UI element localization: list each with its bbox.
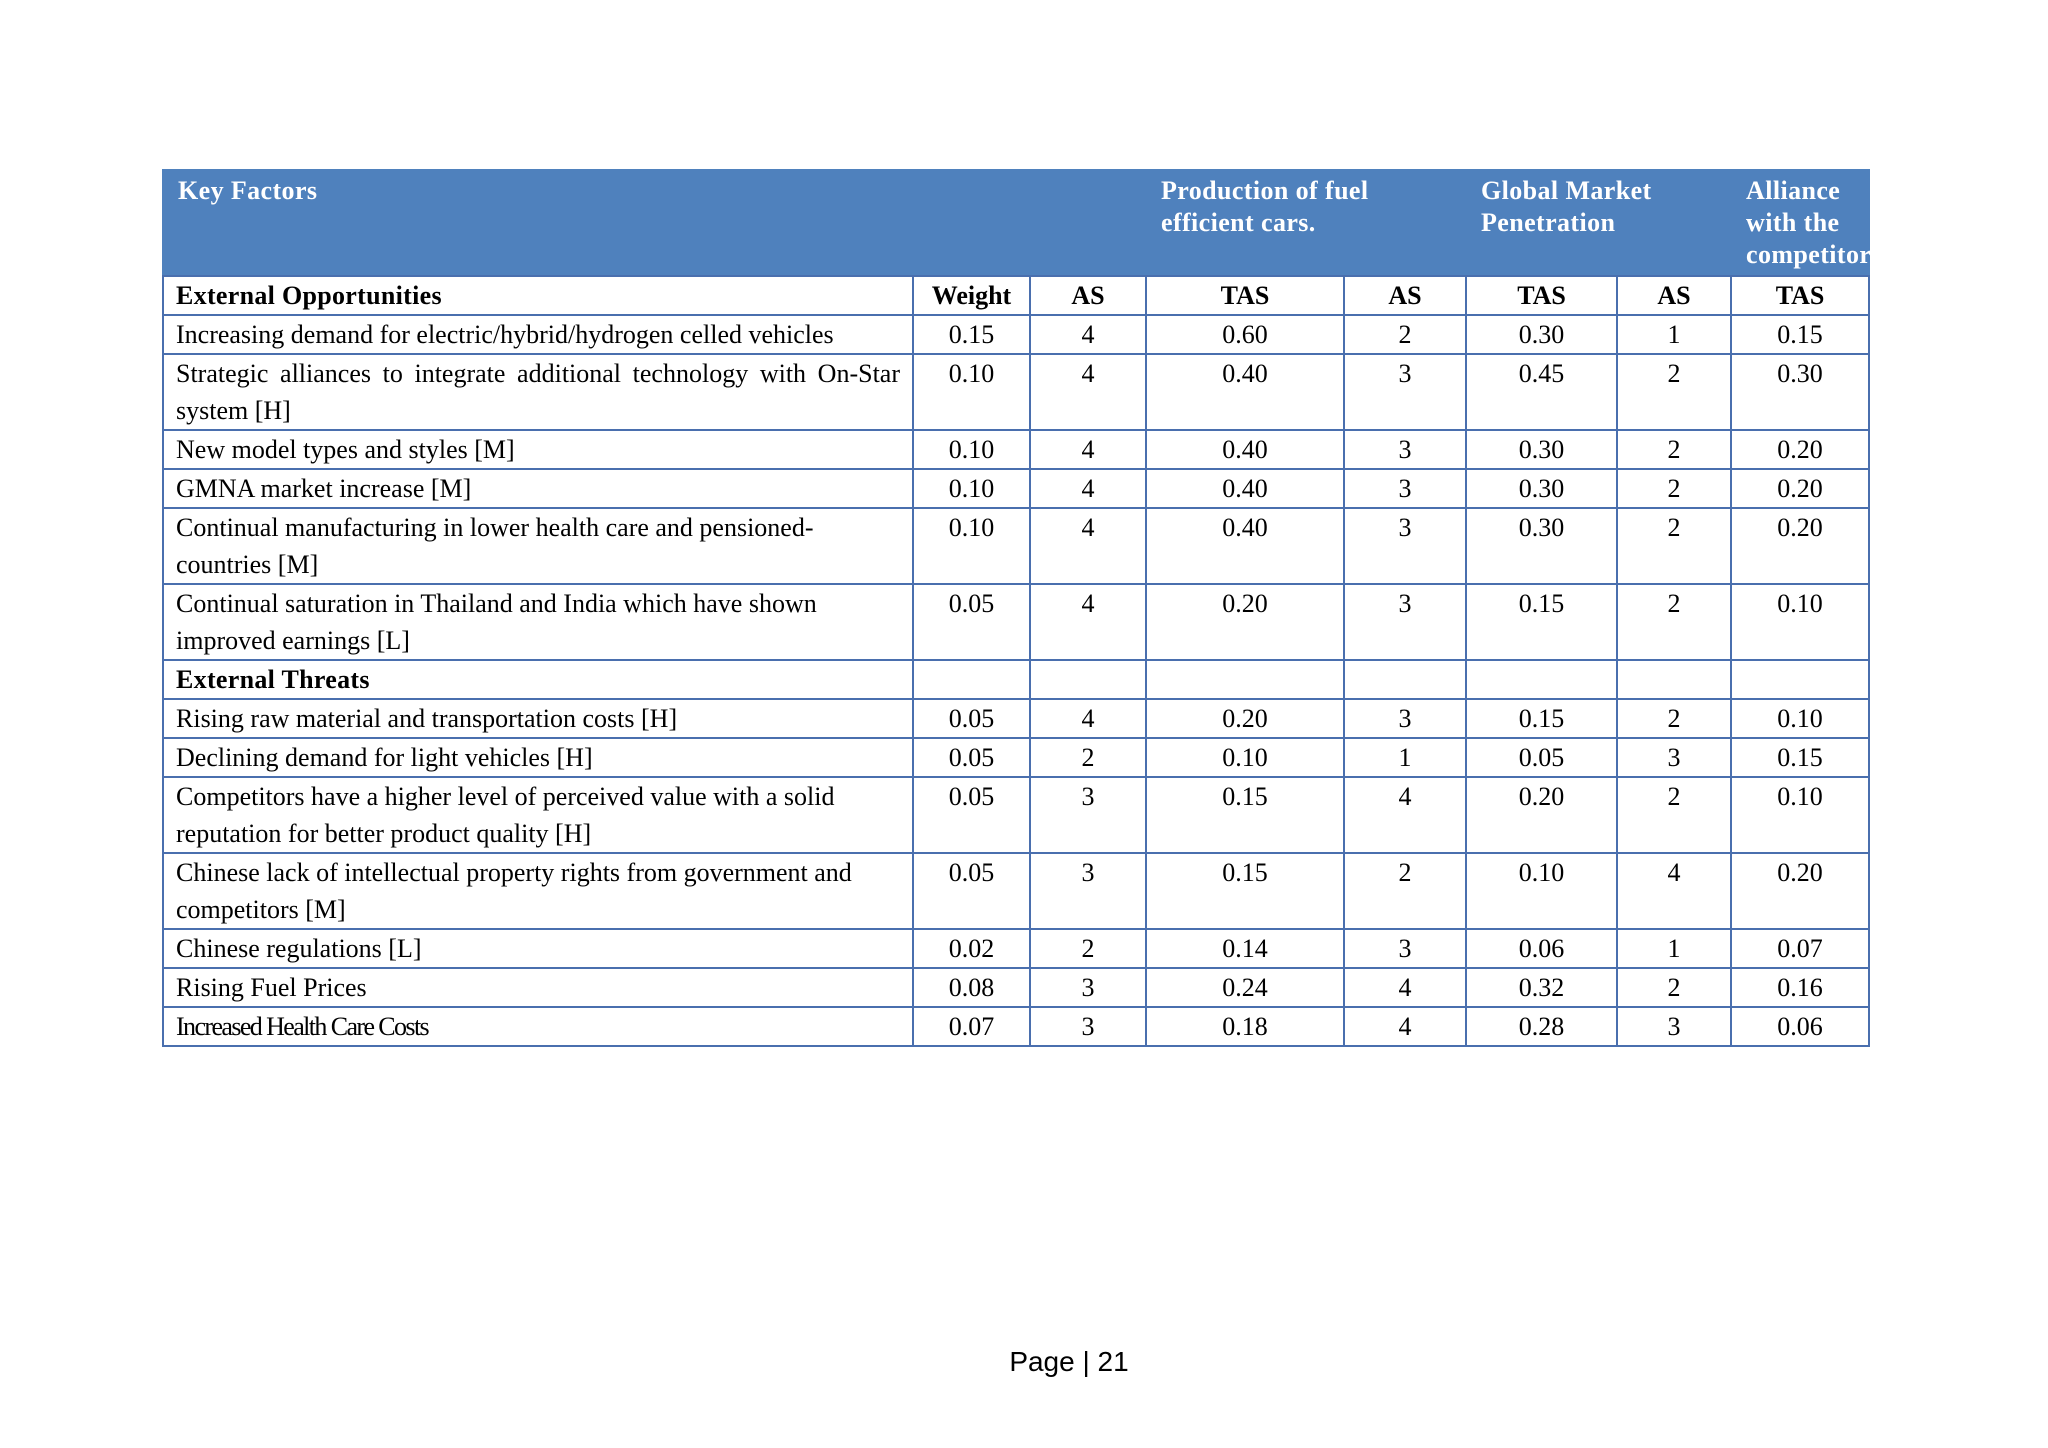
factor-cell: Increasing demand for electric/hybrid/hydrogen celled vehicles xyxy=(163,315,913,354)
weight-cell: 0.05 xyxy=(913,584,1030,660)
weight-column-header: Weight xyxy=(913,276,1030,315)
empty-cell xyxy=(1344,660,1466,699)
factor-cell: Chinese lack of intellectual property rights from government and competitors [M] xyxy=(163,853,913,929)
as-cell: 3 xyxy=(1617,738,1731,777)
as-cell: 4 xyxy=(1030,508,1146,584)
tas-cell: 0.15 xyxy=(1146,777,1344,853)
factor-cell: Continual manufacturing in lower health care and pensioned-countries [M] xyxy=(163,508,913,584)
as-cell: 3 xyxy=(1344,430,1466,469)
qspm-table xyxy=(162,169,1876,1047)
as-cell: 2 xyxy=(1344,315,1466,354)
as-column-header: AS xyxy=(1344,276,1466,315)
tas-cell: 0.15 xyxy=(1731,315,1869,354)
weight-cell: 0.15 xyxy=(913,315,1030,354)
table-row xyxy=(163,430,1869,469)
as-cell: 4 xyxy=(1030,469,1146,508)
factor-cell: Increased Health Care Costs xyxy=(163,1007,913,1046)
as-cell: 3 xyxy=(1344,699,1466,738)
section-title-opportunities: External Opportunities xyxy=(163,276,913,315)
tas-cell: 0.28 xyxy=(1466,1007,1617,1046)
table-row xyxy=(163,315,1869,354)
as-cell: 1 xyxy=(1617,929,1731,968)
as-cell: 2 xyxy=(1617,584,1731,660)
as-cell: 2 xyxy=(1030,738,1146,777)
tas-cell: 0.45 xyxy=(1466,354,1617,430)
tas-cell: 0.07 xyxy=(1731,929,1869,968)
factor-cell: Continual saturation in Thailand and India which have shown improved earnings [L] xyxy=(163,584,913,660)
tas-cell: 0.15 xyxy=(1466,699,1617,738)
as-cell: 2 xyxy=(1030,929,1146,968)
tas-cell: 0.20 xyxy=(1731,430,1869,469)
as-cell: 4 xyxy=(1617,853,1731,929)
as-cell: 4 xyxy=(1030,430,1146,469)
tas-column-header: TAS xyxy=(1146,276,1344,315)
as-cell: 3 xyxy=(1617,1007,1731,1046)
strategy-fuel-efficient-header: Production of fuel efficient cars. xyxy=(1146,170,1466,276)
table-row xyxy=(163,699,1869,738)
as-cell: 3 xyxy=(1030,968,1146,1007)
tas-cell: 0.40 xyxy=(1146,430,1344,469)
factor-cell: Rising raw material and transportation costs [H] xyxy=(163,699,913,738)
as-cell: 3 xyxy=(1344,469,1466,508)
weight-cell: 0.02 xyxy=(913,929,1030,968)
table-header-row xyxy=(163,170,1869,276)
factor-cell: Competitors have a higher level of perceived value with a solid reputation for better product quality [H] xyxy=(163,777,913,853)
factor-cell: New model types and styles [M] xyxy=(163,430,913,469)
table-row xyxy=(163,968,1869,1007)
weight-cell: 0.05 xyxy=(913,853,1030,929)
as-cell: 2 xyxy=(1617,968,1731,1007)
as-cell: 4 xyxy=(1030,699,1146,738)
factor-cell: Rising Fuel Prices xyxy=(163,968,913,1007)
as-cell: 3 xyxy=(1030,853,1146,929)
table-row xyxy=(163,1007,1869,1046)
tas-cell: 0.15 xyxy=(1146,853,1344,929)
as-cell: 3 xyxy=(1344,508,1466,584)
tas-cell: 0.32 xyxy=(1466,968,1617,1007)
tas-cell: 0.40 xyxy=(1146,508,1344,584)
as-cell: 4 xyxy=(1030,315,1146,354)
as-column-header: AS xyxy=(1617,276,1731,315)
tas-cell: 0.40 xyxy=(1146,354,1344,430)
as-cell: 3 xyxy=(1344,584,1466,660)
as-cell: 3 xyxy=(1344,354,1466,430)
strategy-global-market-header: Global Market Penetration xyxy=(1466,170,1731,276)
tas-cell: 0.10 xyxy=(1146,738,1344,777)
tas-cell: 0.20 xyxy=(1466,777,1617,853)
as-cell: 4 xyxy=(1344,968,1466,1007)
as-cell: 1 xyxy=(1617,315,1731,354)
weight-cell: 0.07 xyxy=(913,1007,1030,1046)
table-row xyxy=(163,469,1869,508)
weight-cell: 0.10 xyxy=(913,354,1030,430)
tas-cell: 0.20 xyxy=(1731,469,1869,508)
weight-cell: 0.10 xyxy=(913,430,1030,469)
as-cell: 4 xyxy=(1030,354,1146,430)
table-row xyxy=(163,584,1869,660)
empty-cell xyxy=(913,660,1030,699)
tas-cell: 0.18 xyxy=(1146,1007,1344,1046)
empty-cell xyxy=(1617,660,1731,699)
tas-cell: 0.16 xyxy=(1731,968,1869,1007)
tas-cell: 0.10 xyxy=(1731,777,1869,853)
factor-cell: Strategic alliances to integrate additional technology with On-Star system [H] xyxy=(163,354,913,430)
as-cell: 4 xyxy=(1030,584,1146,660)
tas-cell: 0.30 xyxy=(1466,315,1617,354)
tas-cell: 0.30 xyxy=(1466,430,1617,469)
weight-cell: 0.05 xyxy=(913,738,1030,777)
tas-cell: 0.10 xyxy=(1731,699,1869,738)
as-cell: 2 xyxy=(1617,508,1731,584)
tas-cell: 0.14 xyxy=(1146,929,1344,968)
as-column-header: AS xyxy=(1030,276,1146,315)
opportunities-header-row xyxy=(163,276,1869,315)
as-cell: 3 xyxy=(1030,1007,1146,1046)
tas-cell: 0.30 xyxy=(1466,508,1617,584)
tas-cell: 0.05 xyxy=(1466,738,1617,777)
key-factors-header: Key Factors xyxy=(163,170,1146,276)
factor-cell: GMNA market increase [M] xyxy=(163,469,913,508)
as-cell: 2 xyxy=(1617,469,1731,508)
as-cell: 4 xyxy=(1344,777,1466,853)
tas-cell: 0.20 xyxy=(1146,699,1344,738)
page-number: Page | 21 xyxy=(1009,1346,1129,1377)
as-cell: 2 xyxy=(1617,699,1731,738)
weight-cell: 0.10 xyxy=(913,469,1030,508)
tas-cell: 0.30 xyxy=(1466,469,1617,508)
tas-cell: 0.24 xyxy=(1146,968,1344,1007)
as-cell: 2 xyxy=(1617,777,1731,853)
as-cell: 1 xyxy=(1344,738,1466,777)
table-row xyxy=(163,929,1869,968)
tas-cell: 0.30 xyxy=(1731,354,1869,430)
tas-cell: 0.20 xyxy=(1146,584,1344,660)
tas-cell: 0.06 xyxy=(1466,929,1617,968)
tas-column-header: TAS xyxy=(1731,276,1869,315)
as-cell: 4 xyxy=(1344,1007,1466,1046)
as-cell: 2 xyxy=(1617,354,1731,430)
tas-cell: 0.20 xyxy=(1731,853,1869,929)
tas-cell: 0.20 xyxy=(1731,508,1869,584)
factor-cell: Declining demand for light vehicles [H] xyxy=(163,738,913,777)
tas-column-header: TAS xyxy=(1466,276,1617,315)
as-cell: 2 xyxy=(1344,853,1466,929)
tas-cell: 0.15 xyxy=(1731,738,1869,777)
table-row xyxy=(163,853,1869,929)
table-row xyxy=(163,508,1869,584)
tas-cell: 0.60 xyxy=(1146,315,1344,354)
table-row xyxy=(163,777,1869,853)
weight-cell: 0.05 xyxy=(913,777,1030,853)
tas-cell: 0.10 xyxy=(1731,584,1869,660)
as-cell: 3 xyxy=(1030,777,1146,853)
factor-cell: Chinese regulations [L] xyxy=(163,929,913,968)
weight-cell: 0.05 xyxy=(913,699,1030,738)
table-row xyxy=(163,738,1869,777)
empty-cell xyxy=(1030,660,1146,699)
weight-cell: 0.10 xyxy=(913,508,1030,584)
tas-cell: 0.40 xyxy=(1146,469,1344,508)
as-cell: 3 xyxy=(1344,929,1466,968)
tas-cell: 0.06 xyxy=(1731,1007,1869,1046)
strategy-alliance-header: Alliance with the competitor. xyxy=(1731,170,1869,276)
section-title-threats: External Threats xyxy=(163,660,913,699)
tas-cell: 0.10 xyxy=(1466,853,1617,929)
empty-cell xyxy=(1466,660,1617,699)
empty-cell xyxy=(1731,660,1869,699)
as-cell: 2 xyxy=(1617,430,1731,469)
table-row xyxy=(163,354,1869,430)
threats-header-row xyxy=(163,660,1869,699)
weight-cell: 0.08 xyxy=(913,968,1030,1007)
empty-cell xyxy=(1146,660,1344,699)
tas-cell: 0.15 xyxy=(1466,584,1617,660)
